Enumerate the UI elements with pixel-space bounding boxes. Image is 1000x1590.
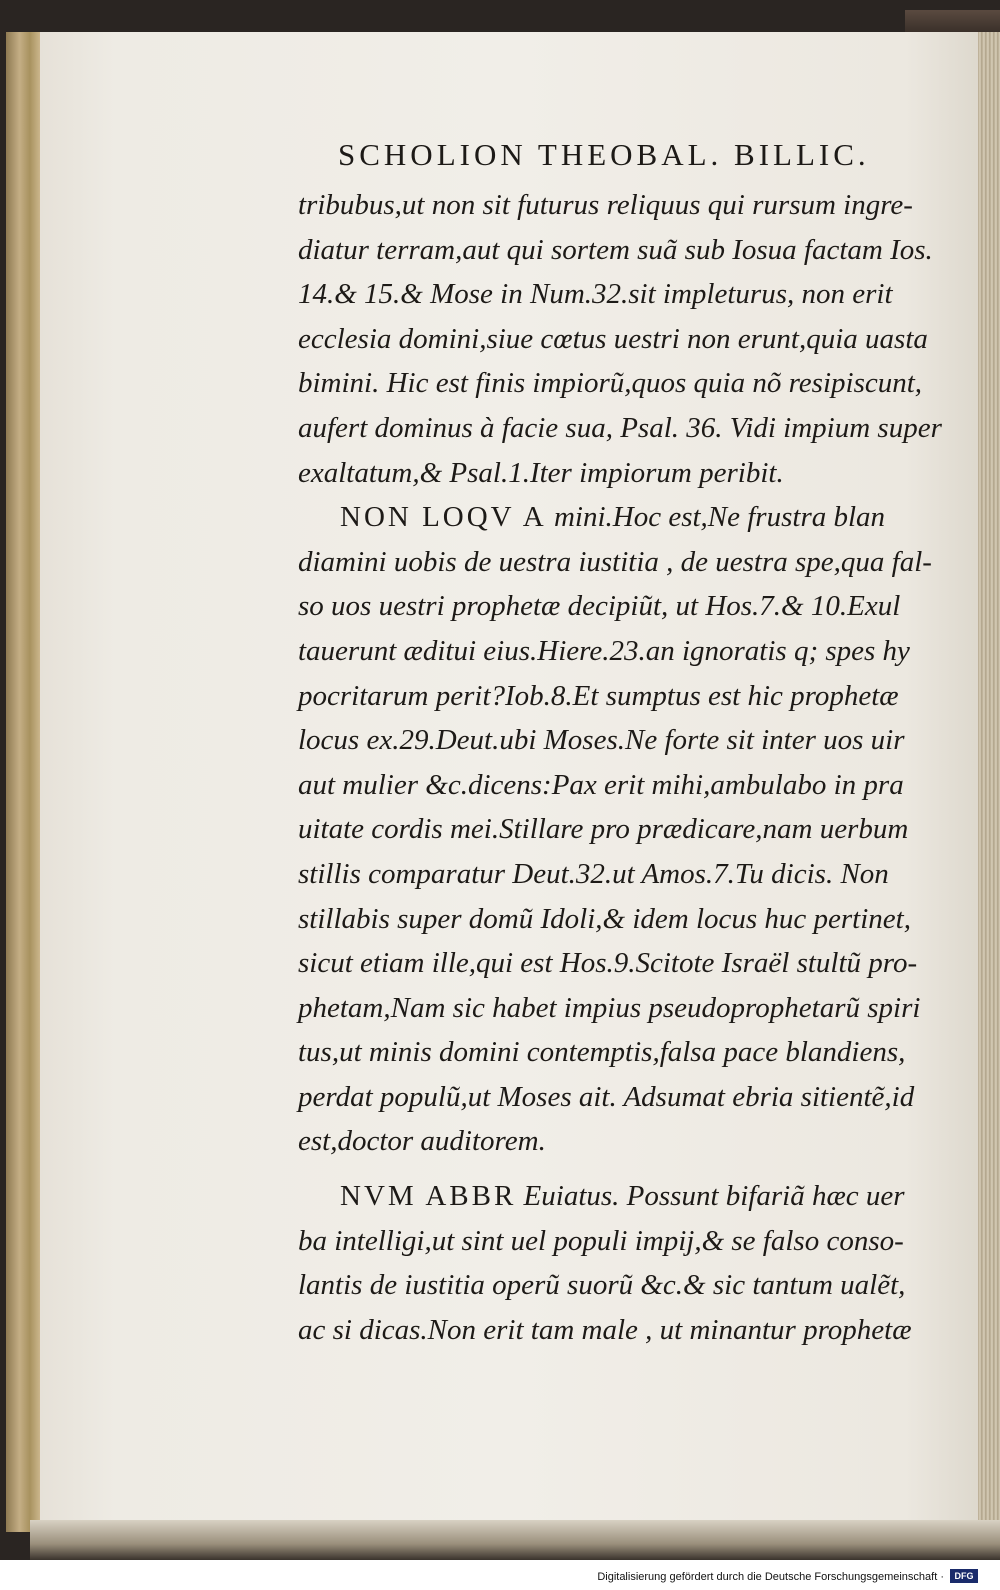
text-line [298, 584, 963, 629]
line-text: perdat populũ,ut Moses ait. Adsumat ebria sitientẽ,id [298, 1080, 915, 1113]
line-text: bimini. Hic est finis impiorũ,quos quia nõ resipiscunt, [298, 367, 923, 400]
text-line [298, 718, 963, 763]
page-stack-right [978, 32, 1000, 1532]
text-line [298, 1030, 963, 1075]
line-text: uitate cordis mei.Stillare pro prædicare,nam uerbum [298, 813, 909, 846]
lemma-caps: NON LOQV A [340, 501, 547, 534]
line-text: est,doctor auditorem. [298, 1125, 546, 1158]
line-text: exaltatum,& Psal.1.Iter impiorum peribit. [298, 456, 784, 489]
text-line [298, 807, 963, 852]
text-line [298, 986, 963, 1031]
line-text: Euiatus. Possunt bifariã hæc uer [516, 1180, 905, 1213]
page-text-block [298, 135, 963, 1352]
paragraph-start-line [298, 495, 963, 540]
lemma-caps: NVM ABBR [340, 1180, 517, 1213]
line-text: diamini uobis de uestra iustitia , de uestra spe,qua fal- [298, 545, 932, 578]
line-text: tauerunt æditui eius.Hiere.23.an ignoratis q; spes hy [298, 634, 910, 667]
text-line [298, 1308, 963, 1353]
text-line [298, 897, 963, 942]
line-text: ba intelligi,ut sint uel populi impij,& se falso conso- [298, 1224, 904, 1257]
text-line [298, 317, 963, 362]
text-line [298, 1219, 963, 1264]
text-line [298, 1263, 963, 1308]
line-text: so uos uestri prophetæ decipiũt, ut Hos.7.& 10.Exul [298, 590, 901, 623]
book-cover-edge [905, 10, 1000, 32]
text-line [298, 406, 963, 451]
text-line [298, 272, 963, 317]
text-line [298, 361, 963, 406]
text-line [298, 228, 963, 273]
text-line [298, 1075, 963, 1120]
text-line [298, 1119, 963, 1164]
page-stack-bottom [30, 1520, 1000, 1560]
line-text: stillabis super domũ Idoli,& idem locus huc pertinet, [298, 902, 911, 935]
page-gutter-edge [6, 32, 40, 1532]
paragraph-start-line [298, 1174, 963, 1219]
text-line [298, 183, 963, 228]
line-text: aut mulier &c.dicens:Pax erit mihi,ambulabo in pra [298, 768, 904, 801]
line-text: sicut etiam ille,qui est Hos.9.Scitote Israël stultũ pro- [298, 947, 918, 980]
text-line [298, 674, 963, 719]
line-text: tribubus,ut non sit futurus reliquus qui rursum ingre- [298, 189, 913, 221]
text-line [298, 540, 963, 585]
line-text: ecclesia domini,siue cœtus uestri non erunt,quia uasta [298, 322, 928, 355]
text-line [298, 941, 963, 986]
line-text: aufert dominus à facie sua, Psal. 36. Vidi impium super [298, 411, 942, 444]
dfg-logo: DFG [950, 1569, 978, 1583]
line-text: stillis comparatur Deut.32.ut Amos.7.Tu dicis. Non [298, 857, 889, 890]
line-text: 14.& 15.& Mose in Num.32.sit impleturus, non erit [298, 278, 893, 311]
funding-credit: Digitalisierung gefördert durch die Deutsche Forschungsgemeinschaft · [597, 1571, 944, 1583]
text-line [298, 629, 963, 674]
line-text: ac si dicas.Non erit tam male , ut minantur prophetæ [298, 1313, 912, 1346]
line-text: locus ex.29.Deut.ubi Moses.Ne forte sit inter uos uir [298, 724, 905, 757]
line-text: mini.Hoc est,Ne frustra blan [546, 501, 886, 534]
line-text: pocritarum perit?Iob.8.Et sumptus est hic prophetæ [298, 679, 899, 712]
line-text: phetam,Nam sic habet impius pseudoprophetarũ spiri [298, 991, 921, 1024]
text-line [298, 852, 963, 897]
text-line [298, 451, 963, 496]
line-text: lantis de iustitia operũ suorũ &c.& sic tantum ualẽt, [298, 1269, 906, 1302]
text-line [298, 763, 963, 808]
line-text: tus,ut minis domini contemptis,falsa pace blandiens, [298, 1036, 906, 1069]
running-head: SCHOLION THEOBAL. BILLIC. [338, 137, 870, 172]
line-text: diatur terram,aut qui sortem suã sub Iosua factam Ios. [298, 233, 933, 266]
